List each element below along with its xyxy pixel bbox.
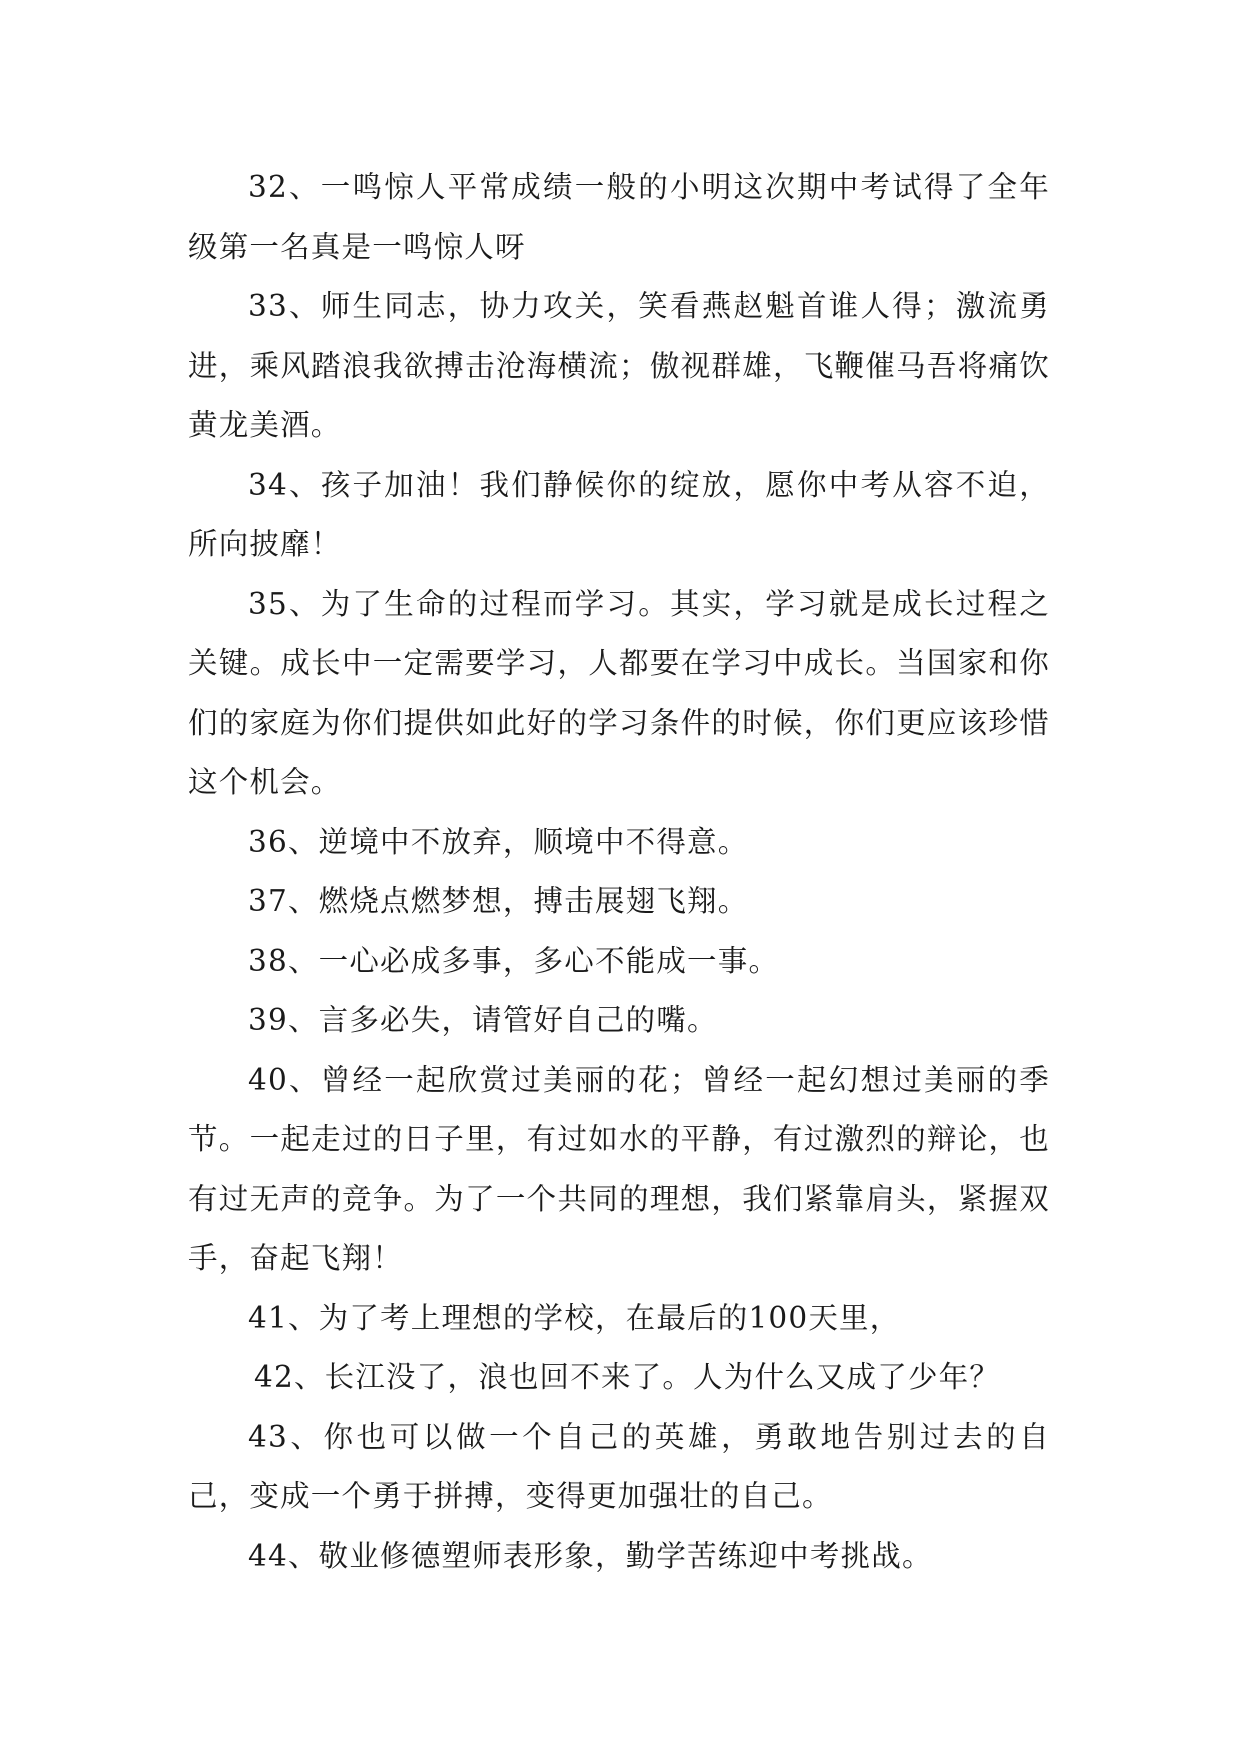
paragraph-42: 42、长江没了，浪也回不来了。人为什么又成了少年？ [254, 1360, 1001, 1394]
paragraph-38: 38、一心必成多事，多心不能成一事。 [248, 943, 780, 978]
paragraph-33: 33、师生同志，协力攻关，笑看燕赵魁首谁人得；激流勇进，乘风踏浪我欲搏击沧海横流；傲视群雄，飞鞭催马吾将痛饮黄龙美酒。 [188, 289, 1050, 442]
paragraph-41: 41、为了考上理想的学校，在最后的100天里， [248, 1300, 901, 1335]
paragraph-37: 37、燃烧点燃梦想，搏击展翅飞翔。 [248, 884, 749, 918]
paragraph-36: 36、逆境中不放弃，顺境中不得意。 [248, 824, 749, 859]
paragraph-34: 34、孩子加油！我们静候你的绽放，愿你中考从容不迫，所向披靡！ [188, 467, 1050, 561]
paragraph-39: 39、言多必失，请管好自己的嘴。 [248, 1003, 718, 1037]
paragraph-40: 40、曾经一起欣赏过美丽的花；曾经一起幻想过美丽的季节。一起走过的日子里，有过如水的平静，有过激烈的辩论，也有过无声的竞争。为了一个共同的理想，我们紧靠肩头，紧握双手，奋起飞翔！ [188, 1062, 1050, 1275]
paragraph-35: 35、为了生命的过程而学习。其实，学习就是成长过程之关键。成长中一定需要学习，人都要在学习中成长。当国家和你们的家庭为你们提供如此好的学习条件的时候，你们更应该珍惜这个机会。 [188, 586, 1050, 799]
paragraph-43: 43、你也可以做一个自己的英雄，勇敢地告别过去的自己，变成一个勇于拼搏，变得更加强壮的自己。 [188, 1419, 1050, 1513]
document-body [188, 158, 1050, 1586]
paragraph-44: 44、敬业修德塑师表形象，勤学苦练迎中考挑战。 [248, 1538, 933, 1573]
paragraph-32: 32、一鸣惊人平常成绩一般的小明这次期中考试得了全年级第一名真是一鸣惊人呀 [188, 170, 1050, 264]
